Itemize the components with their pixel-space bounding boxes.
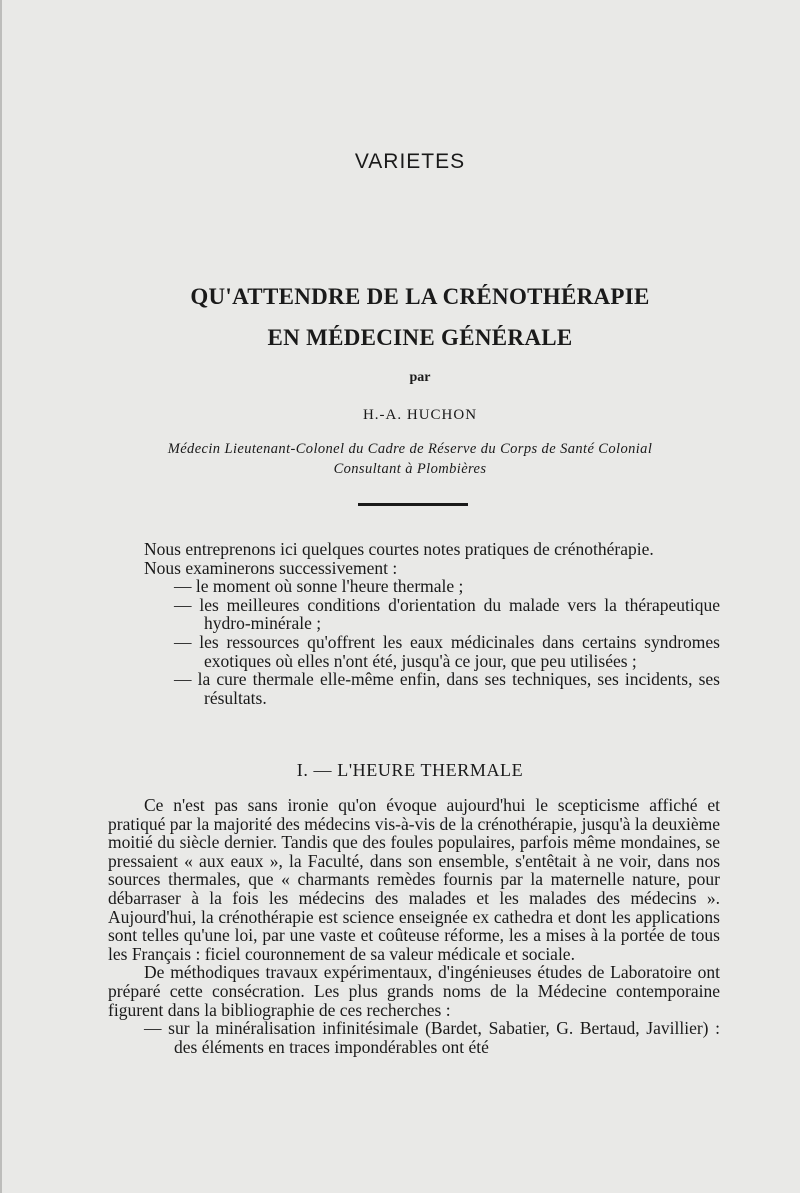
list-item: — les meilleures conditions d'orientation du malade vers la thérapeutique hydro-minérale ; (174, 594, 720, 634)
article-title-line2: EN MÉDECINE GÉNÉRALE (267, 325, 573, 350)
byline-par: par (409, 370, 431, 385)
intro-text (108, 540, 720, 707)
body-paragraph: Ce n'est pas sans ironie qu'on évoque aujourd'hui le scepticisme affiché et pratiqué par la majorité des médecins vis-à-vis de la crénothérapie, jusqu'à la deuxième moitié du siècle dernier. Tandis que des foules populaires, parfois même mondaines, se pressaient « aux eaux », la Faculté, dans son ensemble, s'entêtait à ne voir, dans nos sources thermales, que « charmants remèdes fournis par la maternelle nature, pour débarraser à la fois les médecins des malades et les malades des médecins ». Aujourd'hui, la crénothérapie est science enseignée ex cathedra et dont les applications sont telles qu'une loi, par une vaste et coûteuse réforme, les a mises à la portée de tous les Français : ficiel couronnement de sa valeur médicale et sociale. (108, 795, 720, 964)
body-paragraph: De méthodiques travaux expérimentaux, d'ingénieuses études de Laboratoire ont préparé cette consécration. Les plus grands noms de la Médecine contemporaine figurent dans la bibliographie de ces recherches : (108, 962, 720, 1020)
affiliation-line2: Consultant à Plombières (333, 461, 487, 477)
list-item: — le moment où sonne l'heure thermale ; (174, 576, 464, 597)
title-divider (358, 503, 468, 506)
author-name: H.-A. HUCHON (362, 407, 478, 423)
article-title-line1: QU'ATTENDRE DE LA CRÉNOTHÉRAPIE (190, 284, 650, 309)
list-item: — la cure thermale elle-même enfin, dans ses techniques, ses incidents, ses résultats. (174, 669, 720, 708)
section-title: VARIETES (354, 150, 466, 173)
intro-paragraph: Nous examinerons successivement : (144, 557, 398, 578)
list-item: — sur la minéralisation infinitésimale (Bardet, Sabatier, G. Bertaud, Javillier) : des éléments en traces impondérables ont été (144, 1018, 720, 1057)
list-item: — les ressources qu'offrent les eaux médicinales dans certains syndromes exotiques où elles n'ont été, jusqu'à ce jour, que peu utilisées ; (174, 631, 720, 671)
page-edge (0, 0, 2, 1193)
affiliation-line1: Médecin Lieutenant-Colonel du Cadre de Réserve du Corps de Santé Colonial (167, 441, 653, 457)
section-heading: I. — L'HEURE THERMALE (296, 760, 524, 780)
main-text (108, 796, 720, 1056)
intro-paragraph: Nous entreprenons ici quelques courtes notes pratiques de crénothérapie. (144, 539, 654, 559)
